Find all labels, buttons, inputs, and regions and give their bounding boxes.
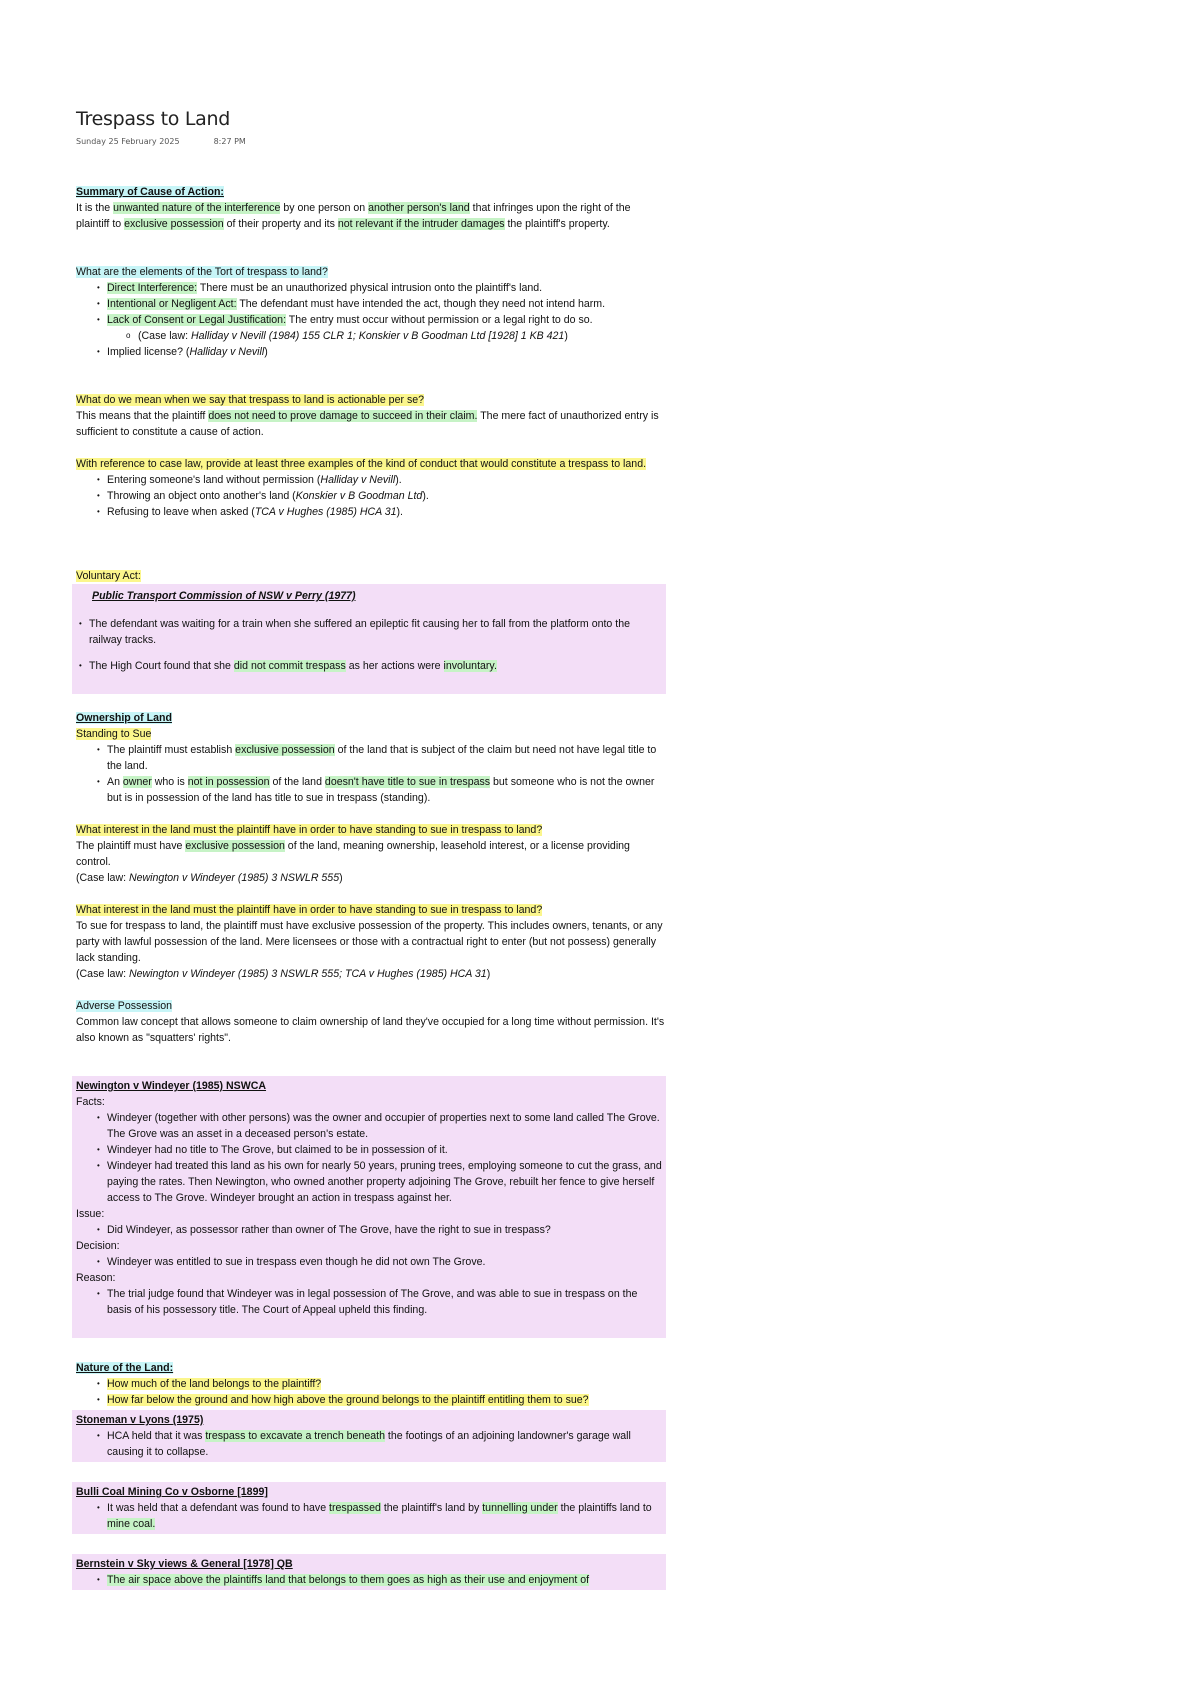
standing-subheading: Standing to Sue [76,728,152,740]
per-se-question: What do we mean when we say that trespass to land is actionable per se? [76,394,425,406]
interest-answer-2: To sue for trespass to land, the plaintiff must have exclusive possession of the property. This includes owners, tenants, or any party with lawful possession of the land. Mere licensees or those with a contractual right to enter (but not possess) generally lack standing. [76,920,663,964]
page-date: Sunday 25 February 2025 [76,137,180,146]
voluntary-act-label: Voluntary Act: [76,570,141,582]
per-se-answer: This means that the plaintiff does not need to prove damage to succeed in their claim. The mere fact of unauthorized entry is sufficient to constitute a cause of action. [76,410,659,438]
bulli-case-title: Bulli Coal Mining Co v Osborne [1899] [76,1486,268,1498]
issue-label: Issue: [76,1208,105,1220]
list-item: • HCA held that it was trespass to excavate a trench beneath the footings of an adjoining landowner's garage wall causing it to collapse. [107,1428,662,1460]
adverse-possession-heading: Adverse Possession [76,1000,172,1012]
list-item: • Did Windeyer, as possessor rather than owner of The Grove, have the right to sue in trespass? [107,1222,662,1238]
newington-case-box [72,1076,666,1338]
facts-label: Facts: [76,1096,105,1108]
list-item: • How far below the ground and how high above the ground belongs to the plaintiff entitling them to sue? [107,1392,666,1408]
list-item: • Windeyer had no title to The Grove, but claimed to be in possession of it. [107,1142,662,1158]
elements-section [76,264,666,360]
list-item: • The plaintiff must establish exclusive possession of the land that is subject of the claim but need not have legal title to the land. [107,742,666,774]
per-se-section [76,392,666,440]
list-item: • The trial judge found that Windeyer was in legal possession of The Grove, and was able to sue in trespass on the basis of his possessory title. The Court of Appeal upheld this finding. [107,1286,662,1318]
list-item: • Implied license? (Halliday v Nevill) [107,344,666,360]
list-item: • Direct Interference: There must be an unauthorized physical intrusion onto the plaintiff's land. [107,280,666,296]
stoneman-case-box [72,1410,666,1462]
summary-text: It is the unwanted nature of the interference by one person on another person's land that infringes upon the right of the plaintiff to exclusive possession of their property and its not relevant if the intruder damages the plaintiff's property. [76,202,631,230]
list-item: o (Case law: Halliday v Nevill (1984) 155 CLR 1; Konskier v B Goodman Ltd [1928] 1 KB 421) [138,328,666,344]
examples-section [76,456,666,520]
list-item: • Windeyer had treated this land as his own for nearly 50 years, pruning trees, employing someone to cut the grass, and paying the rates. Then Newington, who owned another property adjoining The Grove, rebuilt her fence to give herself access to The Grove. Windeyer brought an action in trespass against her. [107,1158,662,1206]
bulli-case-box [72,1482,666,1534]
newington-case-title: Newington v Windeyer (1985) NSWCA [76,1080,267,1092]
list-item: • Lack of Consent or Legal Justification: The entry must occur without permission or a legal right to do so. o (Case law: Halliday v Nevill (1984) 155 CLR 1; Konskier v B Goodman Ltd [1928] 1 KB 421) [107,312,666,344]
list-item: • It was held that a defendant was found to have trespassed the plaintiff's land by tunnelling under the plaintiffs land to mine coal. [107,1500,662,1532]
adverse-possession-section [76,998,666,1046]
ownership-heading: Ownership of Land [76,712,172,724]
summary-heading: Summary of Cause of Action: [76,186,224,198]
interest-question-2: What interest in the land must the plaintiff have in order to have standing to sue in trespass to land? [76,904,543,916]
elements-question: What are the elements of the Tort of trespass to land? [76,266,328,278]
list-item: • An owner who is not in possession of the land doesn't have title to sue in trespass but someone who is not the owner but is in possession of the land has title to sue in trespass (standing). [107,774,666,806]
ownership-section [76,710,666,806]
summary-section [76,184,666,232]
page-title: Trespass to Land [76,108,230,130]
list-item: • The air space above the plaintiffs land that belongs to them goes as high as their use and enjoyment of [107,1572,662,1588]
examples-question: With reference to case law, provide at least three examples of the kind of conduct that would constitute a trespass to land. [76,458,647,470]
reason-label: Reason: [76,1272,116,1284]
adverse-possession-text: Common law concept that allows someone to claim ownership of land they've occupied for a long time without permission. It's also known as "squatters' rights". [76,1016,665,1044]
list-item: • Windeyer (together with other persons) was the owner and occupier of properties next to some land called The Grove. The Grove was an asset in a deceased person's estate. [107,1110,662,1142]
list-item: • Windeyer was entitled to sue in trespass even though he did not own The Grove. [107,1254,662,1270]
perry-case-title: Public Transport Commission of NSW v Perry (1977) [92,590,356,602]
page-time: 8:27 PM [213,137,246,146]
bernstein-case-title: Bernstein v Sky views & General [1978] QB [76,1558,293,1570]
list-item: • The High Court found that she did not commit trespass as her actions were involuntary. [89,658,642,674]
interest-case-1: (Case law: Newington v Windeyer (1985) 3 NSWLR 555) [76,872,343,884]
interest-section-2 [76,902,666,982]
list-item: • How much of the land belongs to the plaintiff? [107,1376,666,1392]
nature-heading: Nature of the Land: [76,1362,174,1374]
interest-question-1: What interest in the land must the plaintiff have in order to have standing to sue in trespass to land? [76,824,543,836]
stoneman-case-title: Stoneman v Lyons (1975) [76,1414,204,1426]
bernstein-case-box [72,1554,666,1590]
interest-section-1 [76,822,666,886]
interest-answer-1: The plaintiff must have exclusive possession of the land, meaning ownership, leasehold interest, or a license providing control. [76,840,630,868]
list-item: • Throwing an object onto another's land (Konskier v B Goodman Ltd). [107,488,666,504]
list-item: • Intentional or Negligent Act: The defendant must have intended the act, though they need not intend harm. [107,296,666,312]
decision-label: Decision: [76,1240,120,1252]
list-item: • The defendant was waiting for a train when she suffered an epileptic fit causing her to fall from the platform onto the railway tracks. [89,616,642,648]
list-item: • Refusing to leave when asked (TCA v Hughes (1985) HCA 31). [107,504,666,520]
page-meta [76,137,280,146]
nature-section [76,1360,666,1408]
list-item: • Entering someone's land without permission (Halliday v Nevill). [107,472,666,488]
perry-case-box [72,584,666,694]
interest-case-2: (Case law: Newington v Windeyer (1985) 3 NSWLR 555; TCA v Hughes (1985) HCA 31) [76,968,491,980]
